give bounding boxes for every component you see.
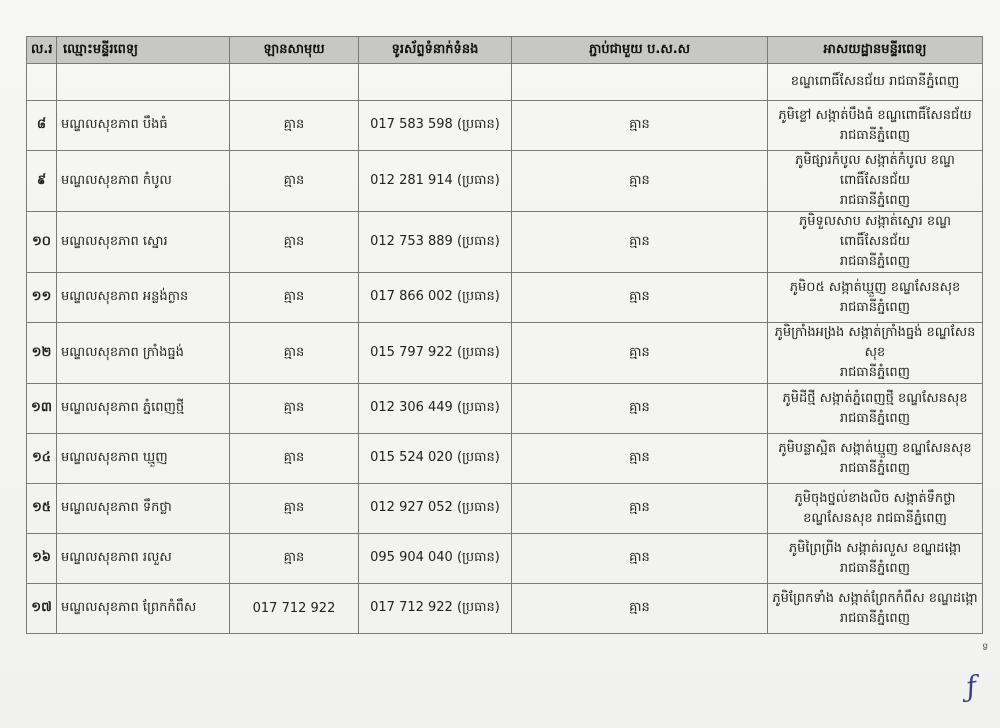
cell-name: មណ្ឌលសុខភាព បឹងធំ [57, 101, 230, 151]
address-line: រាជធានីភ្នំពេញ [839, 254, 911, 269]
cell-name: មណ្ឌលសុខភាព ព្រែកកំពឹស [57, 584, 230, 634]
cell-name: មណ្ឌលសុខភាព កំបូល [57, 151, 230, 212]
cell-phone: 015 524 020 (ប្រធាន) [359, 434, 512, 484]
col-header-nssf: ភ្ជាប់ជាមួយ ប.ស.ស [512, 37, 768, 64]
cell-name: មណ្ឌលសុខភាព អន្លង់ក្ងាន [57, 273, 230, 323]
cell-phone: 012 927 052 (ប្រធាន) [359, 484, 512, 534]
cell-nssf: គ្មាន [512, 534, 768, 584]
cell-phone [359, 64, 512, 101]
cell-address [768, 64, 983, 101]
cell-phone: 095 904 040 (ប្រធាន) [359, 534, 512, 584]
cell-nssf: គ្មាន [512, 384, 768, 434]
address-line: រាជធានីភ្នំពេញ [839, 299, 911, 315]
cell-phone: 017 712 922 (ប្រធាន) [359, 584, 512, 634]
table-row [27, 151, 983, 212]
table-row [27, 484, 983, 534]
address-line: ខណ្ឌពោធិ៍សែនជ័យ រាជធានីភ្នំពេញ [790, 74, 960, 89]
col-header-address: អាសយដ្ឋានមន្ទីរពេទ្យ [768, 37, 983, 64]
cell-name [57, 64, 230, 101]
table-row-continuation [27, 64, 983, 101]
address-line: ភូមិបន្លាស្អិត សង្កាត់ឃ្មួញ ខណ្ឌសែនសុខ [778, 440, 972, 456]
address-line: ភូមិព្រៃព្រីង សង្កាត់រលួស ខណ្ឌដង្កោ [788, 540, 962, 556]
table-row [27, 584, 983, 634]
table-row [27, 101, 983, 151]
address-line: រាជធានីភ្នំពេញ [839, 365, 911, 380]
cell-ambulance: គ្មាន [230, 434, 359, 484]
signature-mark: ƒ [963, 669, 979, 704]
cell-ambulance: គ្មាន [230, 273, 359, 323]
cell-name: មណ្ឌលសុខភាព ភ្នំពេញថ្មី [57, 384, 230, 434]
cell-name: មណ្ឌលសុខភាព ក្រាំងធ្នង់ [57, 323, 230, 384]
address-line: ភូមិទួលសាប សង្កាត់ស្នោរ ខណ្ឌពោធិ៍សែនជ័យ [798, 214, 952, 249]
cell-no: ១៣ [27, 384, 57, 434]
table-row [27, 534, 983, 584]
cell-address [768, 484, 983, 534]
cell-phone: 015 797 922 (ប្រធាន) [359, 323, 512, 384]
cell-no: ១២ [27, 323, 57, 384]
cell-address [768, 534, 983, 584]
address-line: ភូមិផ្សារកំបូល សង្កាត់កំបូល ខណ្ឌពោធិ៍សែនជ័យ [795, 153, 955, 188]
cell-phone: 017 583 598 (ប្រធាន) [359, 101, 512, 151]
table-row [27, 273, 983, 323]
cell-no: ១១ [27, 273, 57, 323]
col-header-ambulance: ឡានសាមុយ [230, 37, 359, 64]
cell-nssf: គ្មាន [512, 151, 768, 212]
cell-nssf: គ្មាន [512, 273, 768, 323]
cell-nssf: គ្មាន [512, 323, 768, 384]
health-center-table [26, 36, 983, 634]
cell-nssf: គ្មាន [512, 101, 768, 151]
table-row [27, 384, 983, 434]
cell-nssf [512, 64, 768, 101]
table-body [27, 64, 983, 634]
address-line: រាជធានីភ្នំពេញ [839, 127, 911, 143]
address-line: ភូមិព្រែកទាំង សង្កាត់ព្រែកកំពឹស ខណ្ឌដង្កោ [772, 590, 978, 606]
cell-address [768, 323, 983, 384]
cell-ambulance: គ្មាន [230, 384, 359, 434]
cell-address [768, 434, 983, 484]
address-line: ភូមិខ្លៅ សង្កាត់បឹងធំ ខណ្ឌពោធិ៍សែនជ័យ [778, 107, 972, 123]
address-line: រាជធានីភ្នំពេញ [839, 410, 911, 426]
cell-nssf: គ្មាន [512, 434, 768, 484]
cell-ambulance: គ្មាន [230, 151, 359, 212]
cell-no: ១៦ [27, 534, 57, 584]
cell-name: មណ្ឌលសុខភាព ស្នោរ [57, 212, 230, 273]
address-line: រាជធានីភ្នំពេញ [839, 560, 911, 576]
cell-no: ៨ [27, 101, 57, 151]
col-header-no: ល.រ [27, 37, 57, 64]
col-header-name: ឈ្មោះមន្ទីរពេទ្យ [57, 37, 230, 64]
cell-name: មណ្ឌលសុខភាព ឃ្មួញ [57, 434, 230, 484]
address-line: ភូមិ០៥ សង្កាត់ឃ្មួញ ខណ្ឌសែនសុខ [789, 279, 961, 295]
cell-name: មណ្ឌលសុខភាព ទឹកថ្លា [57, 484, 230, 534]
cell-name: មណ្ឌលសុខភាព រលួស [57, 534, 230, 584]
cell-ambulance: គ្មាន [230, 534, 359, 584]
address-line: ភូមិដីថ្មី សង្កាត់ភ្នំពេញថ្មី ខណ្ឌសែនសុខ [782, 390, 968, 406]
address-line: ភូមិចុងថ្នល់ខាងលិច សង្កាត់ទឹកថ្លា [794, 490, 956, 506]
cell-no: ១៥ [27, 484, 57, 534]
table-header [27, 37, 983, 64]
cell-phone: 017 866 002 (ប្រធាន) [359, 273, 512, 323]
cell-ambulance: គ្មាន [230, 323, 359, 384]
cell-phone: 012 281 914 (ប្រធាន) [359, 151, 512, 212]
cell-address [768, 212, 983, 273]
cell-ambulance: 017 712 922 [230, 584, 359, 634]
address-line: រាជធានីភ្នំពេញ [839, 610, 911, 626]
cell-ambulance [230, 64, 359, 101]
address-line: ខណ្ឌសែនសុខ រាជធានីភ្នំពេញ [803, 510, 947, 526]
cell-address [768, 101, 983, 151]
cell-address [768, 384, 983, 434]
cell-phone: 012 753 889 (ប្រធាន) [359, 212, 512, 273]
cell-address [768, 584, 983, 634]
col-header-phone: ទូរស័ព្ទទំនាក់ទំនង [359, 37, 512, 64]
address-line: ភូមិក្រាំងអង្រង សង្កាត់ក្រាំងធ្នង់ ខណ្ឌសែនសុខ [774, 325, 976, 360]
address-line: រាជធានីភ្នំពេញ [839, 193, 911, 208]
cell-no: ១០ [27, 212, 57, 273]
table-row [27, 323, 983, 384]
cell-ambulance: គ្មាន [230, 484, 359, 534]
cell-address [768, 273, 983, 323]
cell-nssf: គ្មាន [512, 484, 768, 534]
cell-no: ៩ [27, 151, 57, 212]
cell-ambulance: គ្មាន [230, 101, 359, 151]
cell-no [27, 64, 57, 101]
table-row [27, 212, 983, 273]
cell-nssf: គ្មាន [512, 212, 768, 273]
cell-phone: 012 306 449 (ប្រធាន) [359, 384, 512, 434]
page-number-fragment: ទ [982, 642, 989, 653]
cell-no: ១៧ [27, 584, 57, 634]
table-row [27, 434, 983, 484]
address-line: រាជធានីភ្នំពេញ [839, 460, 911, 476]
cell-no: ១៤ [27, 434, 57, 484]
cell-ambulance: គ្មាន [230, 212, 359, 273]
cell-address [768, 151, 983, 212]
cell-nssf: គ្មាន [512, 584, 768, 634]
